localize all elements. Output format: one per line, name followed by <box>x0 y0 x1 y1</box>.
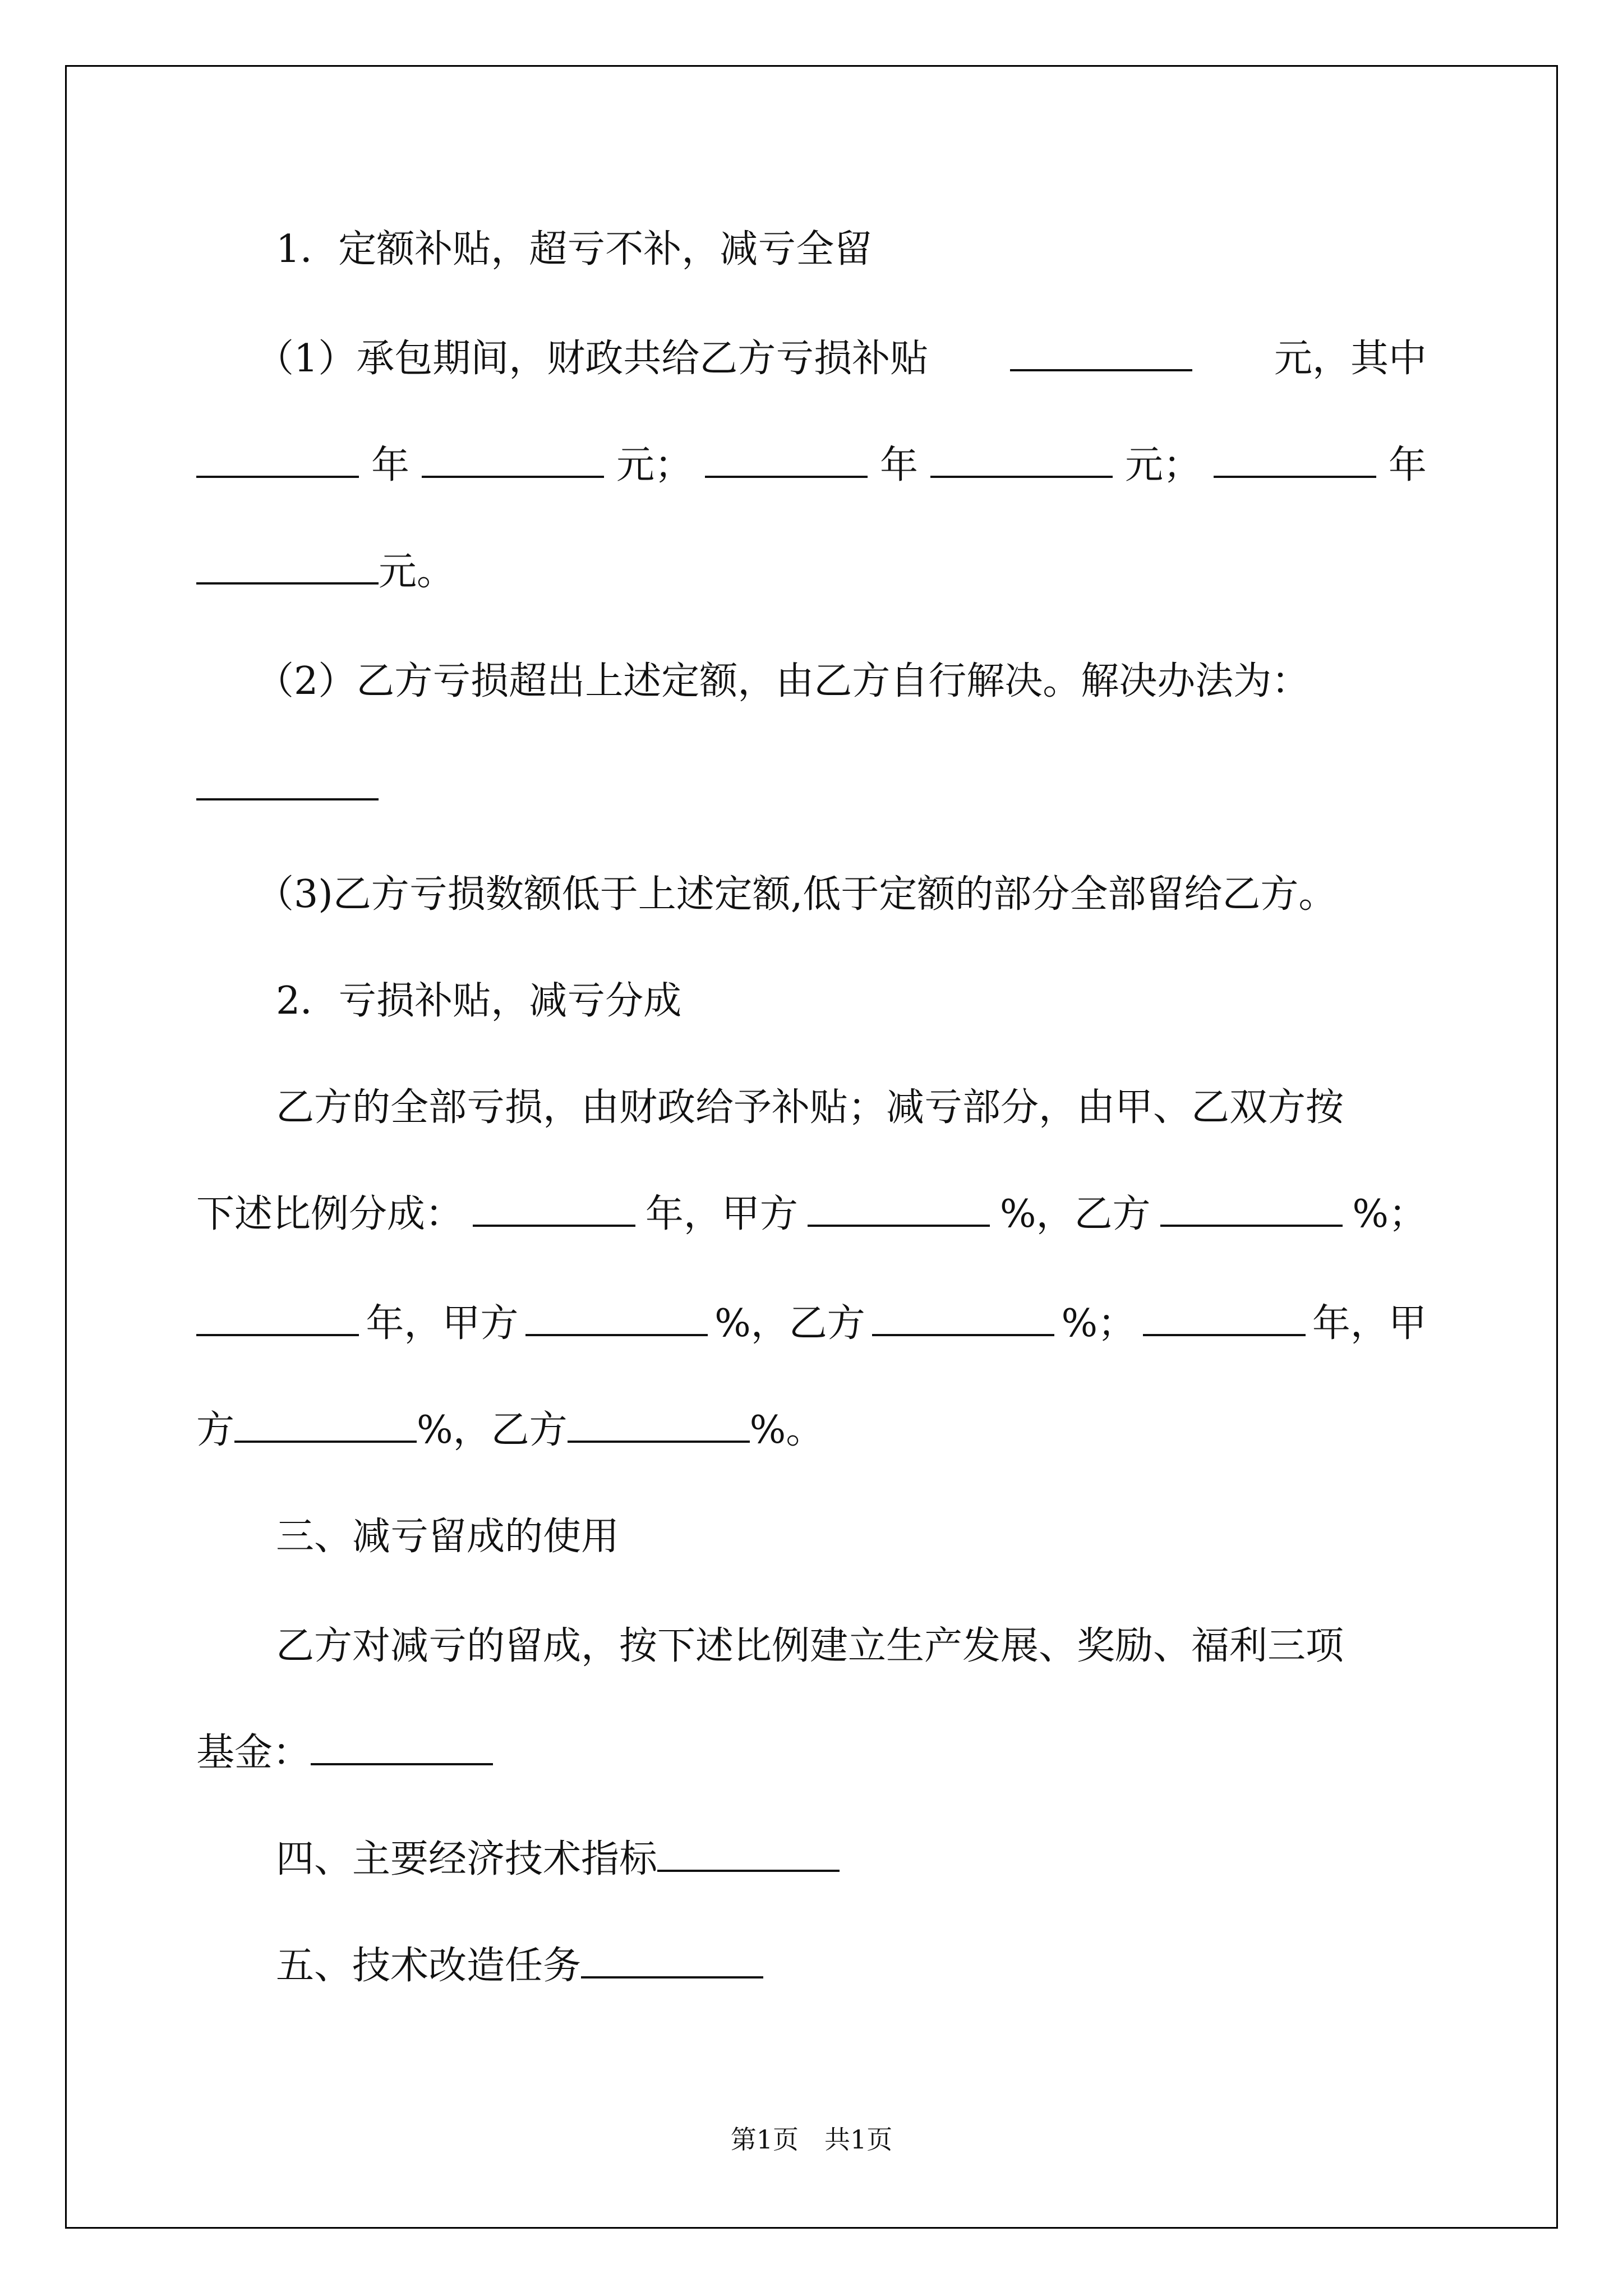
blank-field[interactable] <box>196 444 359 478</box>
clause-1-item-2: （2）乙方亏损超出上述定额，由乙方自行解决。解决办法为： <box>256 659 1310 703</box>
text: %，乙方 <box>417 1408 568 1452</box>
page-number: 第1页 共1页 <box>730 2124 893 2155</box>
clause-1-item-1-cont <box>196 443 1427 488</box>
blank-field[interactable] <box>1214 444 1376 478</box>
section-3-heading: 三、减亏留成的使用 <box>276 1515 620 1559</box>
blank-field[interactable] <box>581 1945 763 1978</box>
text: 元。 <box>379 550 455 594</box>
text: （1）承包期间，财政共给乙方亏损补贴 <box>256 337 929 381</box>
clause-1-item-1-end <box>196 550 455 595</box>
clause-1-item-1 <box>256 337 1427 381</box>
text: 五、技术改造任务 <box>276 1944 582 1988</box>
text: 方 <box>196 1408 235 1452</box>
text: %。 <box>749 1408 824 1452</box>
text: %，乙方 <box>999 1192 1151 1236</box>
clause-2-ratio-line-3 <box>196 1408 824 1453</box>
blank-field[interactable] <box>1143 1303 1306 1336</box>
text: %； <box>1352 1192 1427 1236</box>
text: 元； <box>616 443 693 487</box>
section-3-funds <box>196 1731 493 1775</box>
text: 年，甲方 <box>645 1192 798 1236</box>
blank-field[interactable] <box>473 1193 635 1227</box>
clause-2-heading: 2．亏损补贴，减亏分成 <box>276 979 682 1023</box>
text: 年 <box>1388 443 1427 487</box>
section-3-body: 乙方对减亏的留成，按下述比例建立生产发展、奖励、福利三项 <box>276 1624 1344 1668</box>
clause-2-body: 乙方的全部亏损，由财政给予补贴；减亏部分，由甲、乙双方按 <box>276 1085 1344 1130</box>
text: 年，甲 <box>1312 1301 1427 1346</box>
text: 年 <box>879 443 918 487</box>
text: 年，甲方 <box>366 1301 519 1346</box>
blank-field[interactable] <box>808 1193 990 1227</box>
text: 下述比例分成： <box>196 1192 464 1236</box>
text: 基金： <box>196 1731 311 1775</box>
blank-field[interactable] <box>196 767 379 800</box>
text: 元； <box>1124 443 1201 487</box>
blank-field[interactable] <box>872 1303 1054 1336</box>
blank-field[interactable] <box>196 551 379 585</box>
blank-field[interactable] <box>657 1838 840 1872</box>
text: %，乙方 <box>714 1301 865 1346</box>
blank-field[interactable] <box>1160 1193 1343 1227</box>
blank-field[interactable] <box>525 1303 708 1336</box>
blank-field[interactable] <box>930 444 1113 478</box>
clause-1-item-3: （3)乙方亏损数额低于上述定额,低于定额的部分全部留给乙方。 <box>256 872 1337 917</box>
clause-2-ratio-line-2 <box>196 1301 1427 1346</box>
clause-1-heading: 1．定额补贴，超亏不补，减亏全留 <box>276 227 873 272</box>
blank-field[interactable] <box>568 1409 750 1443</box>
blank-field[interactable] <box>311 1732 493 1765</box>
clause-2-ratio-line-1 <box>196 1192 1427 1237</box>
text: 四、主要经济技术指标 <box>276 1837 658 1881</box>
page-border <box>65 65 1558 2229</box>
blank-field[interactable] <box>1010 338 1192 371</box>
clause-1-item-2-blank <box>196 766 379 811</box>
blank-field[interactable] <box>196 1303 359 1336</box>
blank-field[interactable] <box>234 1409 417 1443</box>
text: 年 <box>371 443 409 487</box>
section-5-heading <box>276 1944 763 1989</box>
section-4-heading <box>276 1837 840 1882</box>
text: 元，其中 <box>1274 337 1427 381</box>
text: %； <box>1061 1301 1136 1346</box>
blank-field[interactable] <box>705 444 868 478</box>
blank-field[interactable] <box>422 444 604 478</box>
